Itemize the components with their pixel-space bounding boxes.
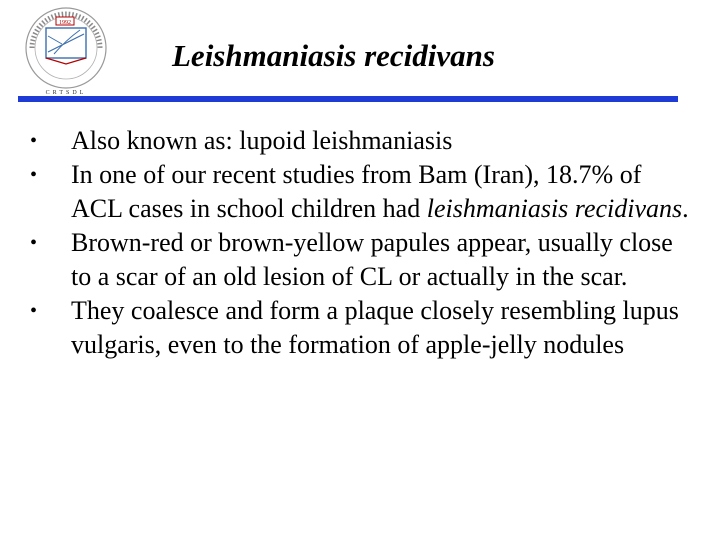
bullet-icon: • — [30, 164, 38, 186]
bullet-text: They coalesce and form a plaque closely resembling lupus vulgaris, even to the formation of apple-jelly nodules — [71, 296, 679, 359]
bullet-icon: • — [30, 300, 38, 322]
institute-logo — [18, 4, 114, 96]
slide-title: Leishmaniasis recidivans — [172, 38, 495, 73]
logo-year: 1992 — [59, 20, 71, 26]
bullet-item — [26, 124, 696, 158]
bullet-icon: • — [30, 130, 38, 152]
bullet-list — [26, 124, 696, 362]
bullet-punctuation: . — [682, 194, 689, 223]
bullet-item — [26, 294, 696, 362]
bullet-text: Also known as: lupoid leishmaniasis — [71, 126, 453, 155]
bullet-text: In one of our recent studies from Bam (Iran), 18.7% of ACL cases in school children had — [71, 160, 642, 223]
bullet-icon: • — [30, 232, 38, 254]
bullet-emphasis: leishmaniasis recidivans — [426, 194, 683, 223]
logo-bottom-text: CRTSDL — [45, 90, 87, 96]
bullet-text: Brown-red or brown-yellow papules appear, usually close to a scar of an old lesion of CL or actually in the scar. — [71, 228, 673, 291]
title-divider — [18, 96, 678, 102]
bullet-item — [26, 158, 696, 226]
bullet-item — [26, 226, 696, 294]
